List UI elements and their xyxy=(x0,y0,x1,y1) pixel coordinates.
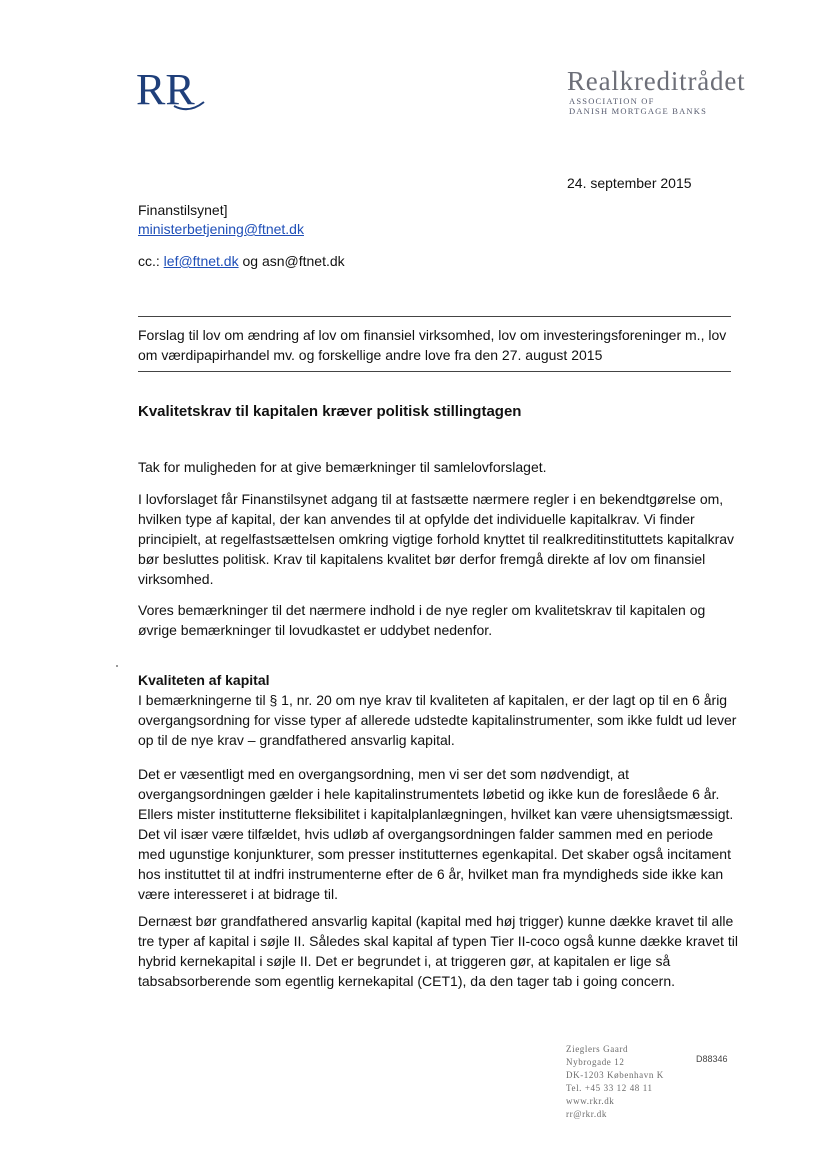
footer-line: DK-1203 København K xyxy=(566,1070,664,1080)
brand-subtitle-line-2: DANISH MORTGAGE BANKS xyxy=(569,106,708,116)
subject-bottom-rule xyxy=(138,371,731,372)
footer-address xyxy=(566,1043,664,1121)
footer-line: rr@rkr.dk xyxy=(566,1109,607,1119)
cc-email-link[interactable]: lef@ftnet.dk xyxy=(163,253,239,269)
paragraph-transition-scheme: I bemærkningerne til § 1, nr. 20 om nye krav til kvaliteten af kapitalen, er der lagt op til en 6 årig overgangsordning for visse typer af allerede udstedte kapitalinstrumenter, som ikke fuldt ud lever op til de nye krav – grandfathered ansvarlig kapital. xyxy=(138,692,737,748)
paragraph-transition-importance: Det er væsentligt med en overgangsordning, men vi ser det som nødvendigt, at overgangsordningen gælder i hele kapitalinstrumentets løbetid og ikke kun de foreslåede 6 år. Ellers mister institutterne fleksibilitet i kapitalplanlægningen, hvilket kan være uhensigtsmæssigt. Det vil især være tilfældet, hvis udløb af overgangsordningen falder sammen med en periode med ugunstige konjunkturer, som presser institutternes egenkapital. Det skaber også incitament hos instituttet til at indfri instrumenterne efter de 6 år, hvilket man fra myndigheds side ikke kan være interesseret i at bidrage til. xyxy=(138,766,734,902)
recipient-email-link[interactable]: ministerbetjening@ftnet.dk xyxy=(138,221,304,237)
cc-prefix: cc.: xyxy=(138,253,164,269)
paragraph-intro: Tak for muligheden for at give bemærkninger til samlelovforslaget. xyxy=(138,459,547,475)
section-title: Kvaliteten af kapital xyxy=(138,672,270,688)
realkreditraadet-logo xyxy=(134,66,206,114)
letter-heading: Kvalitetskrav til kapitalen kræver politisk stillingtagen xyxy=(138,403,522,420)
paragraph-grandfathered-capital: Dernæst bør grandfathered ansvarlig kapital (kapital med høj trigger) kunne dække kravet til alle tre typer af kapital i søjle II. Således skal kapital af typen Tier II-coco også kunne dække kravet til hybrid kernekapital i søjle II. Det er begrundet i, at triggeren gør, at kapitalen er lige så tabsabsorberende som egentlig kernekapital (CET1), da den tager tab i going concern. xyxy=(138,913,738,989)
brand-name: Realkreditrådet xyxy=(567,66,746,96)
footer-line: Nybrogade 12 xyxy=(566,1057,625,1067)
subject-line: Forslag til lov om ændring af lov om finansiel virksomhed, lov om investeringsforeninger m., lov om værdipapirhandel mv. og forskellige andre love fra den 27. august 2015 xyxy=(138,327,727,363)
section-quality xyxy=(138,670,738,750)
recipient-block xyxy=(138,201,304,239)
margin-mark xyxy=(116,665,118,667)
subject-top-rule xyxy=(138,316,731,317)
footer-line: www.rkr.dk xyxy=(566,1096,615,1106)
cc-line xyxy=(138,253,345,269)
cc-email-plain: asn@ftnet.dk xyxy=(261,253,345,269)
logo-letter-1: RR xyxy=(136,66,195,114)
footer-line: Tel. +45 33 12 48 11 xyxy=(566,1083,653,1093)
recipient-name: Finanstilsynet] xyxy=(138,202,228,218)
cc-joiner: og xyxy=(238,253,262,269)
document-code: D88346 xyxy=(696,1054,728,1064)
paragraph-remarks: Vores bemærkninger til det nærmere indhold i de nye regler om kvalitetskrav til kapitalen og øvrige bemærkninger til lovudkastet er uddybet nedenfor. xyxy=(138,602,706,638)
footer-line: Zieglers Gaard xyxy=(566,1044,629,1054)
paragraph-proposal: I lovforslaget får Finanstilsynet adgang til at fastsætte nærmere regler i en bekendtgørelse om, hvilken type af kapital, der kan anvendes til at opfylde det individuelle kapitalkrav. Vi finder principielt, at regelfastsættelsen omkring vigtige forhold knyttet til realkreditinstituttets kapitalkrav bør besluttes politisk. Krav til kapitalens kvalitet bør derfor fremgå direkte af lov om finansiel virksomhed. xyxy=(138,491,735,587)
brand-block xyxy=(567,66,787,116)
brand-subtitle-line-1: ASSOCIATION OF xyxy=(569,96,655,106)
letter-date: 24. september 2015 xyxy=(567,175,692,191)
